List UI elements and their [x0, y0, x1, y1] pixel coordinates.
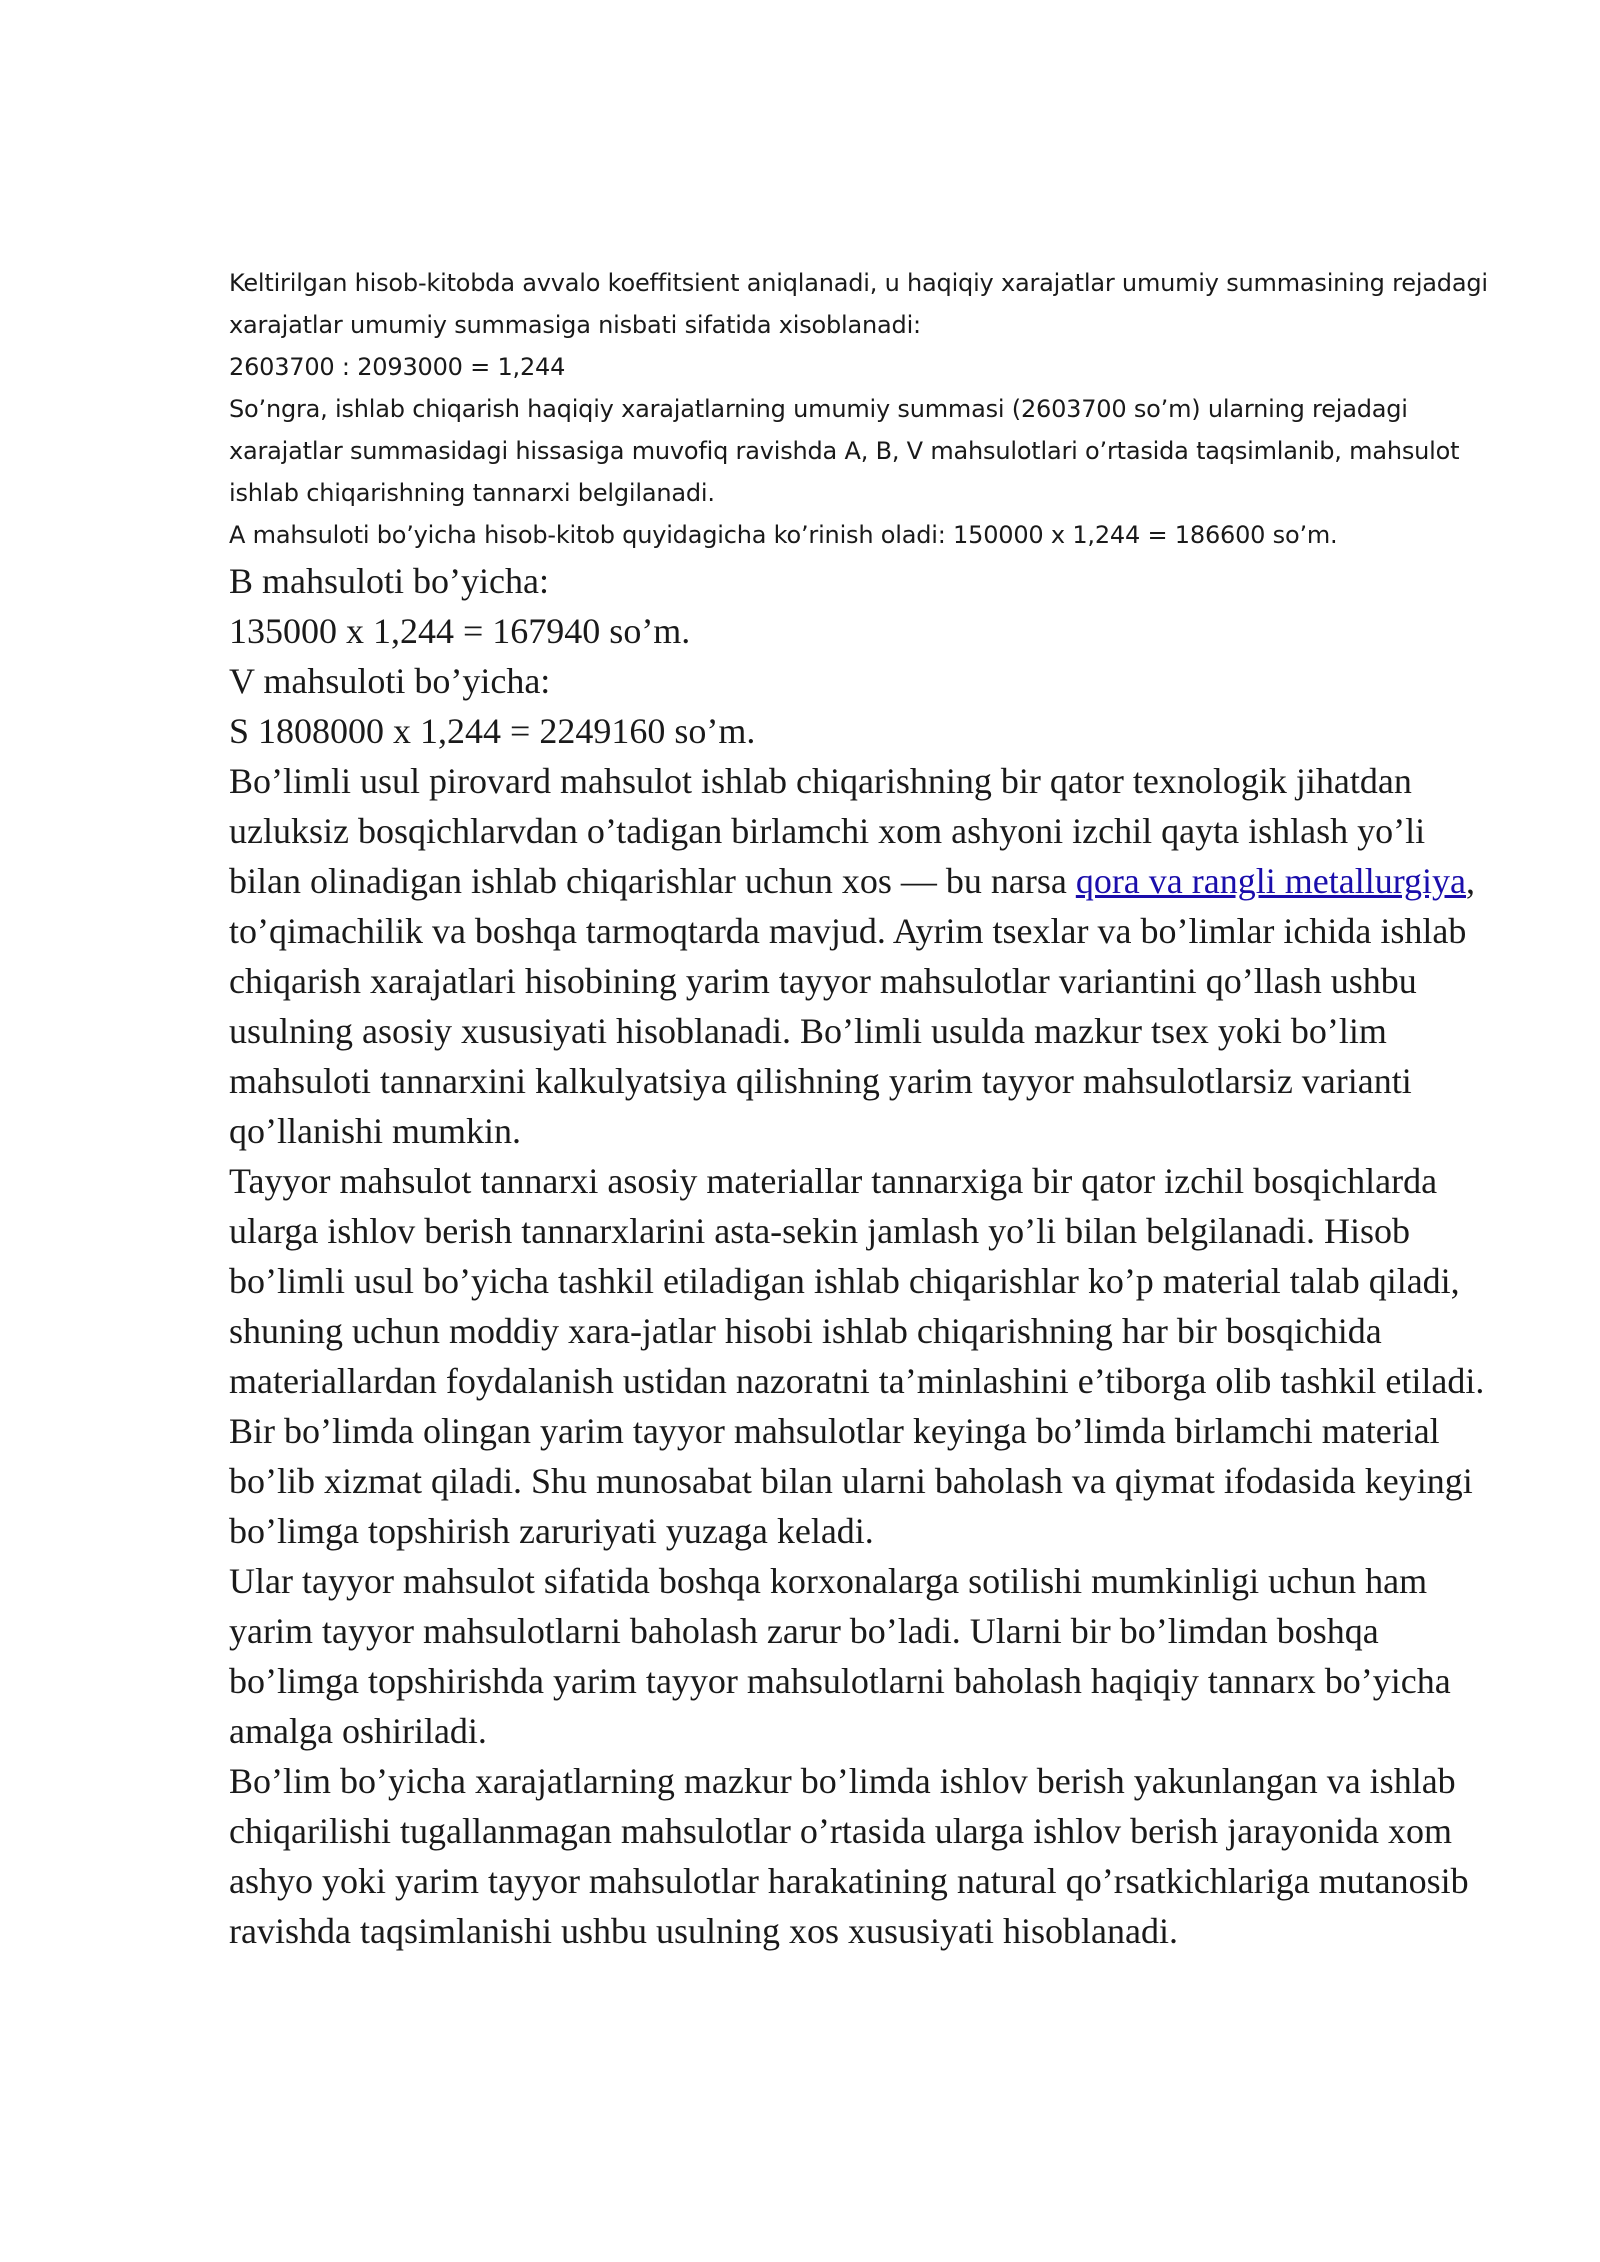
- paragraph-divisional-method: [229, 756, 1494, 1156]
- paragraph-divisional-method-text-start: Bo’limli usul pirovard mahsulot ishlab chiqarishning bir qator texnologik jihatdan uzluksiz bosqichlarvdan o’tadigan birlamchi xom ashyoni izchil qayta ishlash yo’li bilan olinadigan ishlab chiqarishlar uchun xos — bu narsa: [229, 761, 1426, 901]
- paragraph-coefficient-intro: Keltirilgan hisob-kitobda avvalo koeffitsient aniqlanadi, u haqiqiy xarajatlar umumiy summasining rejadagi xarajatlar umumiy summasiga nisbati sifatida xisoblanadi:: [229, 269, 1488, 339]
- paragraph-product-a-calc: A mahsuloti bo’yicha hisob-kitob quyidagicha ko’rinish oladi: 150000 x 1,244 = 186600 so’m.: [229, 521, 1338, 549]
- paragraph-cost-allocation: Bo’lim bo’yicha xarajatlarning mazkur bo’limda ishlov berish yakunlangan va ishlab chiqarilishi tugallanmagan mahsulotlar o’rtasida ularga ishlov berish jarayonida xom ashyo yoki yarim tayyor mahsulotlar harakatining natural qo’rsatkichlariga mutanosib ravishda taqsimlanishi ushbu usulning xos xususiyati hisoblanadi.: [229, 1761, 1469, 1951]
- paragraph-product-v-calc: S 1808000 x 1,244 = 2249160 so’m.: [229, 711, 756, 751]
- paragraph-product-b-heading: B mahsuloti bo’yicha:: [229, 561, 549, 601]
- paragraph-coefficient-formula: 2603700 : 2093000 = 1,244: [229, 353, 566, 381]
- paragraph-product-b-calc: 135000 x 1,244 = 167940 so’m.: [229, 611, 691, 651]
- paragraph-semi-finished-valuation: Ular tayyor mahsulot sifatida boshqa korxonalarga sotilishi mumkinligi uchun ham yarim tayyor mahsulotlarni baholash zarur bo’ladi. Ularni bir bo’limdan boshqa bo’limga topshirishda yarim tayyor mahsulotlarni baholash haqiqiy tannarx bo’yicha amalga oshiriladi.: [229, 1561, 1451, 1751]
- metallurgy-link[interactable]: qora va rangli metallurgiya: [1075, 861, 1467, 901]
- paragraph-distribution: So’ngra, ishlab chiqarish haqiqiy xarajatlarning umumiy summasi (2603700 so’m) ularning rejadagi xarajatlar summasidagi hissasiga muvofiq ravishda A, B, V mahsulotlari o’rtasida taqsimlanib, mahsulot ishlab chiqarishning tannarxi belgilanadi.: [229, 395, 1460, 507]
- document-body: [229, 262, 1494, 1956]
- paragraph-divisional-method-text-end: , to’qimachilik va boshqa tarmoqtarda mavjud. Ayrim tsexlar va bo’limlar ichida ishlab chiqarish xarajatlari hisobining yarim tayyor mahsulotlar variantini qo’llash ushbu usulning asosiy xususiyati hisoblanadi. Bo’limli usulda mazkur tsex yoki bo’lim mahsuloti tannarxini kalkulyatsiya qilishning yarim tayyor mahsulotlarsiz varianti qo’llanishi mumkin.: [229, 861, 1476, 1151]
- paragraph-finished-product-cost: Tayyor mahsulot tannarxi asosiy materiallar tannarxiga bir qator izchil bosqichlarda ularga ishlov berish tannarxlarini asta-sekin jamlash yo’li bilan belgilanadi. Hisob bo’limli usul bo’yicha tashkil etiladigan ishlab chiqarishlar ko’p material talab qiladi, shuning uchun moddiy xara-jatlar hisobi ishlab chiqarishning har bir bosqichida materiallardan foydalanish ustidan nazoratni ta’minlashini e’tiborga olib tashkil etiladi. Bir bo’limda olingan yarim tayyor mahsulotlar keyinga bo’limda birlamchi material bo’lib xizmat qiladi. Shu munosabat bilan ularni baholash va qiymat ifodasida keyingi bo’limga topshirish zaruriyati yuzaga keladi.: [229, 1161, 1485, 1551]
- paragraph-product-v-heading: V mahsuloti bo’yicha:: [229, 661, 551, 701]
